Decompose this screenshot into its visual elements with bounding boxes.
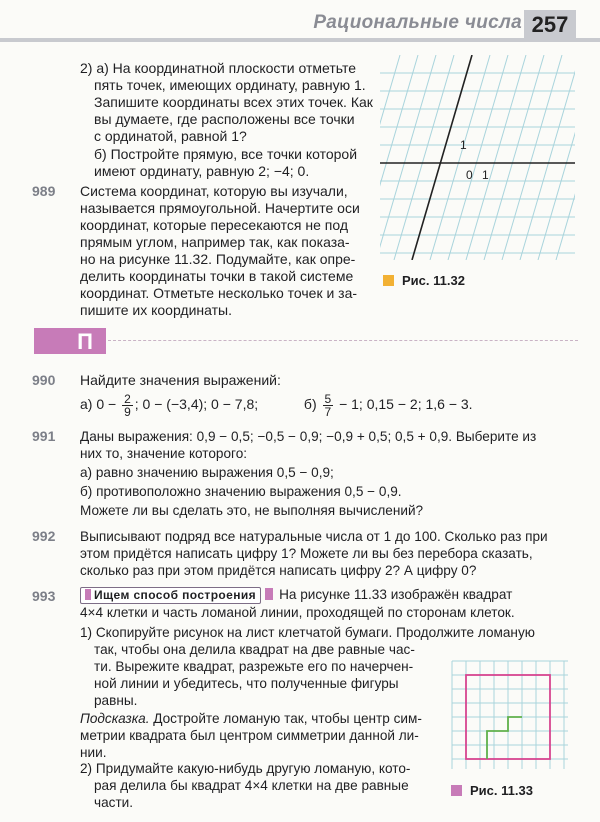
- problem-number-991: 991: [32, 428, 56, 444]
- text-line: части.: [94, 795, 134, 810]
- axis-label-x1: 1: [482, 168, 489, 182]
- y-axis: [412, 55, 472, 260]
- badge-separator-icon: [265, 588, 273, 600]
- text-line: делить координаты точки в такой системе: [80, 268, 354, 284]
- figure-11-32-grid: [380, 55, 575, 260]
- problem-993-part2: [80, 760, 440, 811]
- fraction-5-7: [323, 393, 334, 418]
- text-line: метрии квадрата был центром симметрии данной ли-: [80, 728, 419, 743]
- caption-text: Рис. 11.32: [402, 273, 465, 288]
- problem-992-text: [80, 528, 585, 579]
- section-badge: [34, 328, 106, 354]
- figure-11-33: [451, 660, 569, 770]
- text-line: Можете ли вы сделать это, не выполняя вычислений?: [80, 503, 424, 518]
- fraction-denominator: 7: [324, 404, 332, 419]
- hint-text: Достройте ломаную так, чтобы центр сим-: [149, 711, 422, 726]
- problem-993-line2: 4×4 клетки и часть ломаной линии, проходящей по сторонам клеток.: [80, 605, 515, 620]
- method-badge-label: Ищем способ построения: [94, 588, 257, 602]
- axis-label-origin: 0: [466, 168, 473, 182]
- text-line: пять точек, имеющих ординату, равную 1.: [94, 77, 366, 93]
- text-line: 2) а) На координатной плоскости отметьте: [80, 60, 356, 76]
- text-line: с ординатой, равной 1?: [94, 128, 247, 144]
- text-line: но на рисунке 11.32. Подумайте, как опре-: [80, 251, 356, 267]
- problem-993-hint: [80, 710, 440, 761]
- text-line: Запишите координаты всех этих точек. Как: [94, 94, 373, 110]
- text-line: [80, 710, 440, 727]
- badge-marker-icon: [85, 589, 91, 600]
- fraction-numerator: 5: [324, 391, 332, 406]
- expr-b-rest: − 1; 0,15 − 2; 1,6 − 3.: [339, 396, 473, 412]
- text-line: а) равно значению выражения 0,5 − 0,9;: [80, 465, 334, 480]
- text-line: ной линии и убедитесь, что полученные фигуры: [94, 676, 399, 691]
- text-line: На рисунке 11.33 изображён квадрат: [279, 587, 513, 602]
- text-line: координат, которые пересекаются не под: [80, 217, 348, 233]
- fraction-numerator: 2: [124, 391, 131, 406]
- hint-label: Подсказка.: [80, 711, 150, 726]
- caption-marker-icon: [383, 275, 394, 286]
- section-divider: [108, 340, 578, 341]
- text-line: этом придётся написать цифру 1? Можете ли вы без перебора сказать,: [80, 546, 533, 561]
- expr-b-label: б): [303, 396, 317, 412]
- figure-11-32: [380, 55, 575, 260]
- text-line: ти. Вырежите квадрат, разрежьте его по начерчен-: [94, 659, 414, 674]
- figure-11-33-caption: [451, 782, 533, 799]
- caption-marker-icon: [451, 785, 462, 796]
- text-line: б) противоположно значению выражения 0,5 − 0,9.: [80, 484, 402, 499]
- page-number: 257: [524, 10, 576, 38]
- text-line: вы думаете, где расположены все точки: [94, 111, 355, 127]
- fraction-2-9: [122, 393, 133, 418]
- text-line: рая делила бы квадрат 4×4 клетки на две равные: [94, 778, 409, 793]
- problem-990-expressions: [80, 389, 580, 419]
- text-line: называется прямоугольной. Начертите оси: [80, 200, 360, 216]
- axis-label-y1: 1: [460, 138, 467, 152]
- text-line: б) Постройте прямую, все точки которой: [94, 146, 358, 162]
- text-line: координат. Отметьте несколько точек и за-: [80, 285, 358, 301]
- text-line: Даны выражения: 0,9 − 0,5; −0,5 − 0,9; −0,9 + 0,5; 0,5 + 0,9. Выберите из: [80, 429, 537, 444]
- text-line: 2) Придумайте какую-нибудь другую ломаную, кото-: [80, 761, 411, 776]
- broken-line: [487, 717, 522, 759]
- problem-988-part2a: [80, 60, 380, 145]
- text-line: 1) Скопируйте рисунок на лист клетчатой бумаги. Продолжите ломаную: [80, 625, 535, 640]
- text-line: так, чтобы она делила квадрат на две равные час-: [94, 642, 415, 657]
- text-line: имеют ординату, равную 2; −4; 0.: [94, 163, 310, 179]
- problem-989-text: [80, 183, 380, 319]
- problem-988-part2b: [80, 146, 380, 180]
- text-line: пишите их координаты.: [80, 302, 232, 318]
- problem-number-990: 990: [32, 372, 56, 388]
- problem-number-993: 993: [32, 588, 56, 604]
- text-line: Система координат, которую вы изучали,: [80, 183, 348, 199]
- problem-number-992: 992: [32, 528, 56, 544]
- expr-a-label: а) 0 −: [80, 396, 117, 412]
- problem-number-989: 989: [32, 183, 56, 199]
- caption-text: Рис. 11.33: [470, 783, 533, 798]
- section-badge-letter: П: [77, 329, 93, 354]
- text-line: равны.: [94, 693, 138, 708]
- problem-993-line1: [80, 586, 585, 604]
- text-line: них то, значение которого:: [80, 446, 248, 461]
- method-badge: [80, 587, 261, 604]
- figure-11-32-caption: [383, 272, 465, 289]
- header-rule: [0, 38, 600, 42]
- text-line: сколько раз при этом придётся написать цифру 2? А цифру 0?: [80, 563, 477, 578]
- problem-990-intro: Найдите значения выражений:: [80, 372, 281, 388]
- problem-991-text: [80, 428, 585, 519]
- fraction-denominator: 9: [124, 404, 131, 419]
- text-line: прямым углом, например так, как показа-: [80, 234, 350, 250]
- expr-a-rest: ; 0 − (−3,4); 0 − 7,8;: [134, 396, 259, 412]
- text-line: нии.: [80, 745, 107, 760]
- chapter-title: Рациональные числа: [313, 12, 522, 33]
- text-line: Выписывают подряд все натуральные числа от 1 до 100. Сколько раз при: [80, 529, 548, 544]
